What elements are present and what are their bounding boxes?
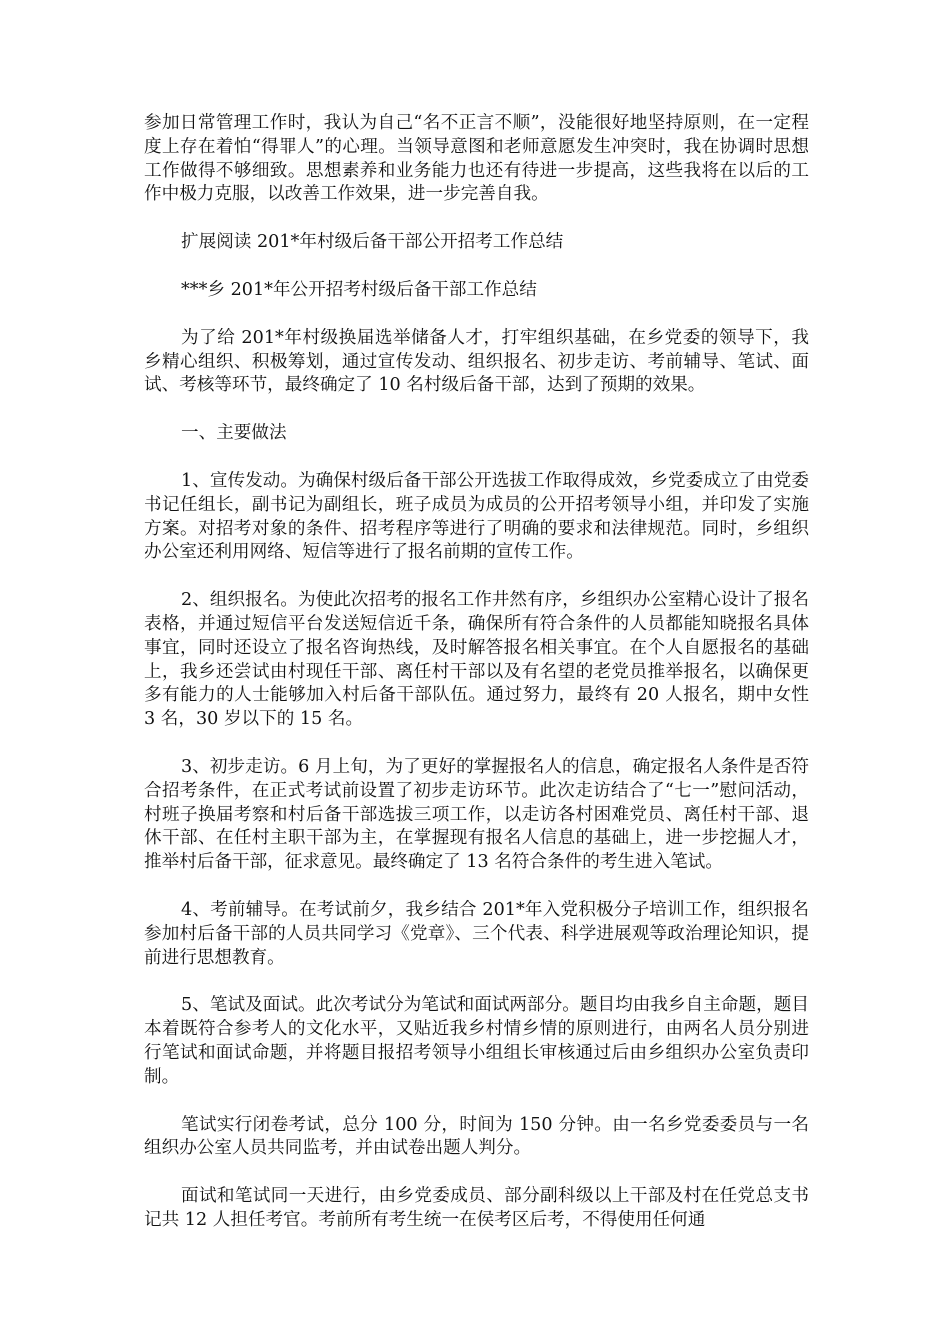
paragraph-publicity: 1、宣传发动。为确保村级后备干部公开选拔工作取得成效，乡党委成立了由党委书记任组长，副书记为副组长，班子成员为成员的公开招考领导小组，并印发了实施方案。对招考对象的条件、招考程序等进行了明确的要求和法律规范。同时，乡组织办公室还利用网络、短信等进行了报名前期的宣传工作。 [144,470,809,563]
paragraph-written-exam: 笔试实行闭卷考试，总分 100 分，时间为 150 分钟。由一名乡党委委员与一名组织办公室人员共同监考，并由试卷出题人判分。 [144,1114,809,1159]
paragraph-registration: 2、组织报名。为使此次招考的报名工作井然有序，乡组织办公室精心设计了报名表格，并通过短信平台发送短信近千条，确保所有符合条件的人员都能知晓报名具体事宜，同时还设立了报名咨询热线，及时解答报名相关事宜。在个人自愿报名的基础上，我乡还尝试由村现任干部、离任村干部以及有名望的老党员推举报名，以确保更多有能力的人士能够加入村后备干部队伍。通过努力，最终有 20 人报名，期中女性 3 名，30 岁以下的 15 名。 [144,590,809,730]
paragraph-1: 参加日常管理工作时，我认为自己“名不正言不顺”，没能很好地坚持原则，在一定程度上存在着怕“得罪人”的心理。当领导意图和老师意愿发生冲突时，我在协调时思想工作做得不够细致。思想素养和业务能力也还有待进一步提高，这些我将在以后的工作中极力克服，以改善工作效果，进一步完善自我。 [144,113,809,205]
paragraph-interview: 面试和笔试同一天进行，由乡党委成员、部分副科级以上干部及村在任党总支书记共 12 人担任考官。考前所有考生统一在侯考区后考，不得使用任何通 [144,1186,809,1230]
paragraph-written-and-interview: 5、笔试及面试。此次考试分为笔试和面试两部分。题目均由我乡自主命题，题目本着既符合参考人的文化水平，又贴近我乡村情乡情的原则进行，由两名人员分别进行笔试和面试命题，并将题目报招考领导小组组长审核通过后由乡组织办公室负责印制。 [144,995,809,1087]
section-heading-main-practices: 一、主要做法 [181,423,287,444]
paragraph-pre-exam-tutoring: 4、考前辅导。在考试前夕，我乡结合 201*年入党积极分子培训工作，组织报名参加村后备干部的人员共同学习《党章》、三个代表、科学进展观等政治理论知识，提前进行思想教育。 [144,899,809,968]
extended-reading-heading: 扩展阅读 201*年村级后备干部公开招考工作总结 [181,232,564,253]
paragraph-visits: 3、初步走访。6 月上旬，为了更好的掌握报名人的信息，确定报名人条件是否符合招考条件，在正式考试前设置了初步走访环节。此次走访结合了“七一”慰问活动，村班子换届考察和村后备干部选拔三项工作，以走访各村困难党员、离任村干部、退休干部、在任村主职干部为主，在掌握现有报名人信息的基础上，进一步挖掘人才，推举村后备干部，征求意见。最终确定了 13 名符合条件的考生进入笔试。 [144,756,809,873]
document-page [144,112,809,1257]
paragraph-intro: 为了给 201*年村级换届选举储备人才，打牢组织基础，在乡党委的领导下，我乡精心组织、积极筹划，通过宣传发动、组织报名、初步走访、考前辅导、笔试、面试、考核等环节，最终确定了 10 名村级后备干部，达到了预期的效果。 [144,327,809,396]
summary-title: ***乡 201*年公开招考村级后备干部工作总结 [181,279,537,300]
